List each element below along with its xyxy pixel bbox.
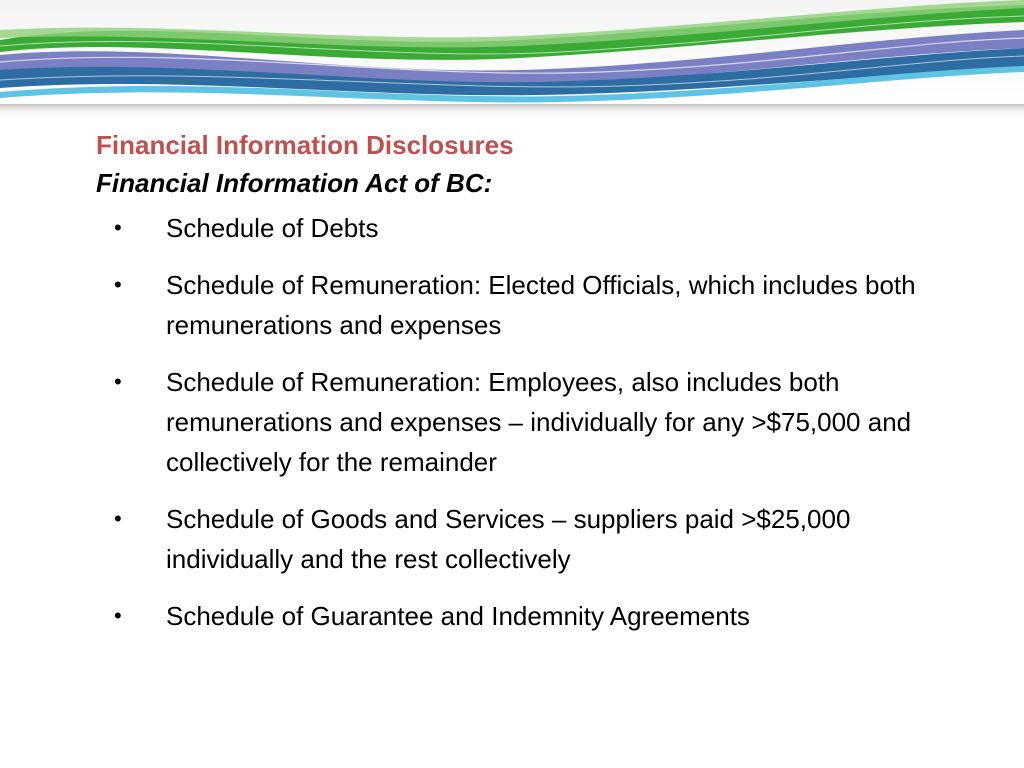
slide-content <box>96 128 956 653</box>
list-item-text: Schedule of Guarantee and Indemnity Agreements <box>166 601 750 631</box>
list-item-text: Schedule of Debts <box>166 213 379 243</box>
list-item <box>96 265 956 345</box>
list-item <box>96 208 956 248</box>
list-item-text: Schedule of Remuneration: Employees, also includes both remunerations and expenses – individually for any >$75,000 and collectively for the remainder <box>166 367 912 477</box>
list-item <box>96 596 956 636</box>
list-item-text: Schedule of Remuneration: Elected Officials, which includes both remunerations and expenses <box>166 270 916 340</box>
bullet-icon: • <box>114 369 122 394</box>
slide-subtitle: Financial Information Act of BC: <box>96 168 493 198</box>
list-item <box>96 362 956 482</box>
slide-title: Financial Information Disclosures <box>96 130 514 160</box>
bullet-list <box>96 208 956 636</box>
bullet-icon: • <box>114 215 122 240</box>
bullet-icon: • <box>114 603 122 628</box>
bullet-icon: • <box>114 272 122 297</box>
list-item-text: Schedule of Goods and Services – suppliers paid >$25,000 individually and the rest collectively <box>166 504 851 574</box>
decorative-wave-banner <box>0 0 1024 118</box>
list-item <box>96 499 956 579</box>
bullet-icon: • <box>114 506 122 531</box>
